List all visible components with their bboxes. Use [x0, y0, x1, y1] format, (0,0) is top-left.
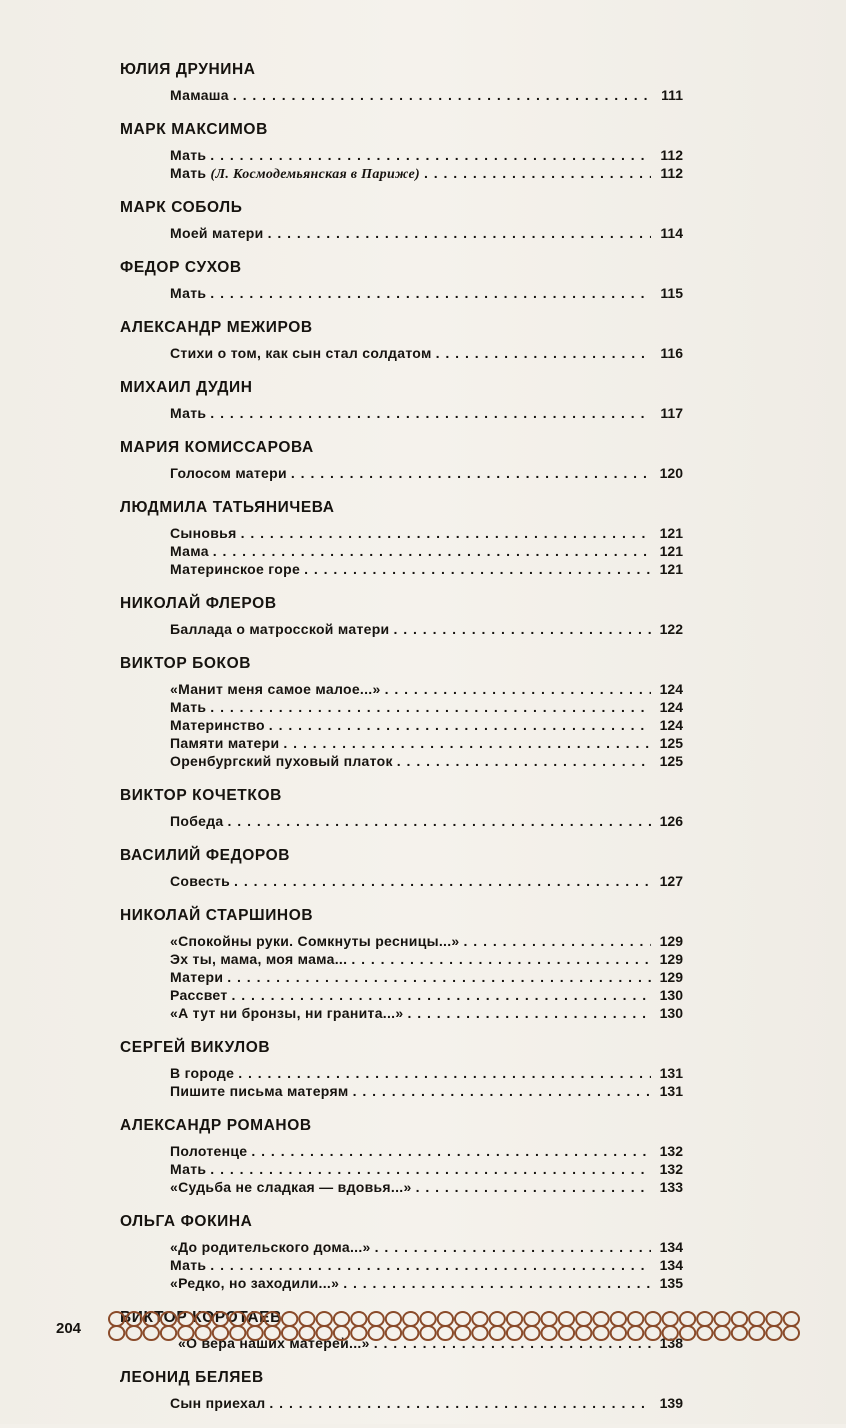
- entry-title: [170, 1394, 265, 1412]
- ornament-loop: [524, 1312, 539, 1326]
- entry-title-text: Баллада о матросской матери: [170, 621, 390, 637]
- ornament-loop: [299, 1326, 314, 1340]
- ornament-loop: [628, 1326, 643, 1340]
- ornament-loop: [749, 1326, 764, 1340]
- dot-leader: [241, 524, 651, 542]
- ornament-loop: [472, 1312, 487, 1326]
- author-block: [120, 120, 683, 198]
- entry-title: [170, 872, 230, 890]
- entry-title-text: Полотенце: [170, 1143, 248, 1159]
- dot-leader: [291, 464, 651, 482]
- entry-page-number: 130: [659, 987, 683, 1003]
- entry-title-text: Победа: [170, 813, 224, 829]
- author-block: [120, 198, 683, 258]
- ornament-loop: [680, 1312, 695, 1326]
- entry-title-text: Мать: [170, 147, 207, 163]
- toc-entry[interactable]: [170, 620, 683, 638]
- toc-entry[interactable]: [170, 404, 683, 422]
- entry-title: [170, 680, 381, 698]
- ornament-loop: [317, 1312, 332, 1326]
- toc-entry[interactable]: [170, 698, 683, 716]
- ornament-loop: [109, 1326, 124, 1340]
- ornament-loop: [351, 1312, 366, 1326]
- entry-page-number: 131: [659, 1065, 683, 1081]
- ornament-loop: [247, 1312, 262, 1326]
- entry-title: [170, 524, 237, 542]
- entry-page-number: 129: [659, 969, 683, 985]
- entry-title-text: «Редко, но заходили...»: [170, 1275, 340, 1291]
- ornament-loop: [611, 1326, 626, 1340]
- ornament-loop: [611, 1312, 626, 1326]
- author-block: [120, 258, 683, 318]
- author-name: ВИКТОР КОРОТАЕВ: [120, 1309, 282, 1326]
- entry-title: [170, 1082, 349, 1100]
- author-name: АЛЕКСАНДР МЕЖИРОВ: [120, 319, 313, 336]
- entry-page-number: 112: [660, 147, 683, 163]
- toc-entry[interactable]: [170, 1064, 683, 1082]
- entry-title-text: «Спокойны руки. Сомкнуты ресницы...»: [170, 933, 460, 949]
- entry-page-number: 117: [660, 405, 683, 421]
- dot-leader: [210, 698, 651, 716]
- author-name: ОЛЬГА ФОКИНА: [120, 1213, 253, 1230]
- entry-title-text: Сыновья: [170, 525, 237, 541]
- author-name: ЛЕОНИД БЕЛЯЕВ: [120, 1369, 264, 1386]
- ornament-loop: [697, 1326, 712, 1340]
- ornament-loop: [576, 1326, 591, 1340]
- toc-entry[interactable]: [170, 1238, 683, 1256]
- author-name: НИКОЛАЙ СТАРШИНОВ: [120, 907, 314, 924]
- toc-entry[interactable]: [170, 950, 683, 968]
- ornament-loop: [766, 1312, 781, 1326]
- ornament-loop: [144, 1312, 159, 1326]
- author-name: ВИКТОР КОЧЕТКОВ: [120, 787, 282, 804]
- entry-title-text: «До родительского дома...»: [170, 1239, 371, 1255]
- entry-title-text: Мать: [170, 1161, 207, 1177]
- ornament-loop: [732, 1326, 747, 1340]
- entry-title-text: Материнское горе: [170, 561, 301, 577]
- entry-title: [170, 968, 223, 986]
- toc-entry[interactable]: [170, 968, 683, 986]
- ornament-loop: [593, 1312, 608, 1326]
- toc-entry[interactable]: [170, 734, 683, 752]
- author-name: СЕРГЕЙ ВИКУЛОВ: [120, 1039, 271, 1056]
- author-name: ЮЛИЯ ДРУНИНА: [120, 61, 256, 78]
- entry-title-text: Совесть: [170, 873, 231, 889]
- dot-leader: [234, 872, 651, 890]
- toc-entry[interactable]: [170, 1160, 683, 1178]
- ornament-loop: [196, 1326, 211, 1340]
- entry-title-text: «Манит меня самое малое...»: [170, 681, 381, 697]
- ornament-loop: [645, 1326, 660, 1340]
- author-block: [120, 1212, 683, 1308]
- entry-title-text: Материнство: [170, 717, 265, 733]
- dot-leader: [210, 1256, 651, 1274]
- ornament-loop: [265, 1326, 280, 1340]
- toc-entry[interactable]: [170, 344, 683, 362]
- entry-title: [170, 1004, 403, 1022]
- dot-leader: [464, 932, 651, 950]
- entry-title-text: Стихи о том, как сын стал солдатом: [170, 345, 432, 361]
- ornament-loop: [161, 1312, 176, 1326]
- ornament-loop: [559, 1312, 574, 1326]
- ornament-loop: [247, 1326, 262, 1340]
- ornament-loop: [732, 1312, 747, 1326]
- entry-title-text: В городе: [170, 1065, 235, 1081]
- toc-entry[interactable]: [170, 542, 683, 560]
- dot-leader: [393, 620, 651, 638]
- ornament-loop: [144, 1326, 159, 1340]
- entry-page-number: 114: [660, 225, 683, 241]
- ornament-loop: [178, 1312, 193, 1326]
- entry-title-text: Эх ты, мама, моя мама...: [170, 951, 348, 967]
- entry-page-number: 129: [659, 933, 683, 949]
- dot-leader: [251, 1142, 651, 1160]
- ornament-loop: [490, 1312, 505, 1326]
- author-block: [120, 438, 683, 498]
- toc-entry[interactable]: [170, 1142, 683, 1160]
- ornament-loop: [663, 1326, 678, 1340]
- ornament-loop: [490, 1326, 505, 1340]
- ornament-loop: [542, 1326, 557, 1340]
- entry-title: [170, 1238, 371, 1256]
- ornament-loop: [386, 1312, 401, 1326]
- entry-title: [170, 284, 206, 302]
- toc-entry[interactable]: [170, 872, 683, 890]
- author-block: [120, 906, 683, 1038]
- ornament-loop: [369, 1326, 384, 1340]
- toc-entry[interactable]: [170, 1082, 683, 1100]
- dot-leader: [213, 542, 651, 560]
- ornament-loop: [386, 1326, 401, 1340]
- ornament-loop: [507, 1312, 522, 1326]
- ornament-loop: [593, 1326, 608, 1340]
- page-number: 204: [56, 1320, 82, 1337]
- author-name: АЛЕКСАНДР РОМАНОВ: [120, 1117, 312, 1134]
- toc-entry[interactable]: [170, 1178, 683, 1196]
- entry-title-text: «О вера наших матерей...»: [178, 1335, 370, 1351]
- dot-leader: [233, 86, 651, 104]
- entry-page-number: 132: [659, 1143, 683, 1159]
- entry-page-number: 120: [659, 465, 683, 481]
- ornament-loop: [455, 1326, 470, 1340]
- ornament-loop: [334, 1312, 349, 1326]
- dot-leader: [397, 752, 651, 770]
- author-block: [120, 318, 683, 378]
- dot-leader: [238, 1064, 651, 1082]
- entry-page-number: 125: [659, 753, 683, 769]
- ornament-loop: [213, 1312, 228, 1326]
- entry-page-number: 138: [659, 1335, 683, 1351]
- toc-entry[interactable]: [170, 1394, 683, 1412]
- entry-page-number: 121: [659, 525, 683, 541]
- decorative-ornament-border: [108, 1308, 801, 1344]
- toc-entry[interactable]: [170, 752, 683, 770]
- author-block: [120, 60, 683, 120]
- entry-page-number: 134: [659, 1239, 683, 1255]
- ornament-loop: [749, 1312, 764, 1326]
- ornament-loop: [420, 1312, 435, 1326]
- entry-title: [170, 1142, 247, 1160]
- ornament-loop: [524, 1326, 539, 1340]
- entry-title: [170, 1160, 206, 1178]
- dot-leader: [268, 224, 651, 242]
- dot-leader: [385, 680, 651, 698]
- dot-leader: [351, 950, 651, 968]
- entry-title-text: «А тут ни бронзы, ни гранита...»: [170, 1005, 404, 1021]
- dot-leader: [424, 164, 651, 182]
- ornament-loop: [472, 1326, 487, 1340]
- ornament-loop: [403, 1312, 418, 1326]
- ornament-loop: [420, 1326, 435, 1340]
- entry-page-number: 125: [659, 735, 683, 751]
- ornament-loop: [507, 1326, 522, 1340]
- dot-leader: [227, 968, 651, 986]
- author-block: [120, 498, 683, 594]
- ornament-loop: [628, 1312, 643, 1326]
- entry-title: [170, 1178, 412, 1196]
- entry-title: [170, 404, 206, 422]
- toc-entry[interactable]: [170, 284, 683, 302]
- entry-title: [170, 734, 279, 752]
- dot-leader: [269, 716, 651, 734]
- entry-title: [170, 1256, 206, 1274]
- entry-title-text: «Судьба не сладкая — вдовья...»: [170, 1179, 412, 1195]
- author-block: [120, 1038, 683, 1116]
- toc-entry[interactable]: [170, 716, 683, 734]
- dot-leader: [353, 1082, 651, 1100]
- entry-title: [170, 620, 389, 638]
- author-name: МАРК СОБОЛЬ: [120, 199, 243, 216]
- ornament-loop: [438, 1326, 453, 1340]
- dot-leader: [232, 986, 652, 1004]
- author-block: [120, 378, 683, 438]
- table-of-contents: [120, 60, 683, 1428]
- author-name: ФЕДОР СУХОВ: [120, 259, 242, 276]
- ornament-loop: [299, 1312, 314, 1326]
- dot-leader: [269, 1394, 651, 1412]
- toc-entry[interactable]: [170, 524, 683, 542]
- toc-entry[interactable]: [170, 680, 683, 698]
- ornament-loop: [230, 1326, 245, 1340]
- ornament-loop: [213, 1326, 228, 1340]
- entry-title-text: Рассвет: [170, 987, 228, 1003]
- entry-page-number: 130: [659, 1005, 683, 1021]
- author-block: [120, 1368, 683, 1428]
- entry-title-text: Пишите письма матерям: [170, 1083, 349, 1099]
- entry-page-number: 112: [660, 165, 683, 181]
- entry-page-number: 139: [659, 1395, 683, 1411]
- dot-leader: [375, 1238, 651, 1256]
- entry-title-text: Мать: [170, 165, 207, 181]
- entry-title: [170, 986, 228, 1004]
- entry-page-number: 121: [659, 561, 683, 577]
- ornament-loop: [265, 1312, 280, 1326]
- ornament-loop: [403, 1326, 418, 1340]
- toc-entry[interactable]: [170, 1004, 683, 1022]
- ornament-loop: [196, 1312, 211, 1326]
- author-name: МИХАИЛ ДУДИН: [120, 379, 253, 396]
- ornament-loop: [161, 1326, 176, 1340]
- entry-title-text: Мать: [170, 285, 207, 301]
- entry-title-text: Мамаша: [170, 87, 229, 103]
- entry-page-number: 124: [659, 699, 683, 715]
- dot-leader: [343, 1274, 651, 1292]
- ornament-loop: [369, 1312, 384, 1326]
- ornament-loop: [126, 1312, 141, 1326]
- ornament-loop: [697, 1312, 712, 1326]
- dot-leader: [210, 1160, 651, 1178]
- entry-title: [170, 146, 206, 164]
- entry-page-number: 132: [659, 1161, 683, 1177]
- ornament-loop: [438, 1312, 453, 1326]
- entry-title: [170, 560, 300, 578]
- ornament-loop: [178, 1326, 193, 1340]
- entry-title: [170, 1064, 234, 1082]
- dot-leader: [228, 812, 651, 830]
- entry-page-number: 122: [659, 621, 683, 637]
- entry-title: [170, 716, 265, 734]
- author-block: [120, 846, 683, 906]
- ornament-loop: [317, 1326, 332, 1340]
- toc-entry[interactable]: [170, 224, 683, 242]
- entry-title: [170, 164, 420, 184]
- entry-title: [170, 344, 432, 362]
- author-name: НИКОЛАЙ ФЛЕРОВ: [120, 595, 277, 612]
- ornament-loop: [282, 1312, 297, 1326]
- author-name: ЛЮДМИЛА ТАТЬЯНИЧЕВА: [120, 499, 335, 516]
- toc-entry[interactable]: [170, 932, 683, 950]
- entry-page-number: 133: [659, 1179, 683, 1195]
- entry-title-text: Мама: [170, 543, 209, 559]
- entry-page-number: 124: [659, 681, 683, 697]
- ornament-loop: [109, 1312, 124, 1326]
- entry-page-number: 131: [659, 1083, 683, 1099]
- ornament-loop: [715, 1326, 730, 1340]
- entry-page-number: 111: [661, 87, 683, 103]
- toc-entry[interactable]: [170, 86, 683, 104]
- ornament-loop: [715, 1312, 730, 1326]
- entry-title-text: Мать: [170, 1257, 207, 1273]
- ornament-loop: [542, 1312, 557, 1326]
- page-footer: [0, 1306, 846, 1346]
- entry-title: [170, 812, 224, 830]
- toc-entry[interactable]: [170, 560, 683, 578]
- dot-leader: [436, 344, 651, 362]
- dot-leader: [304, 560, 651, 578]
- ornament-loop: [230, 1312, 245, 1326]
- entry-title-text: Мать: [170, 699, 207, 715]
- dot-leader: [210, 146, 651, 164]
- entry-page-number: 116: [660, 345, 683, 361]
- entry-title: [170, 752, 393, 770]
- toc-entry[interactable]: [170, 1274, 683, 1292]
- dot-leader: [210, 284, 651, 302]
- entry-title-text: Памяти матери: [170, 735, 280, 751]
- author-name: ВАСИЛИЙ ФЕДОРОВ: [120, 847, 291, 864]
- entry-title-text: Сын приехал: [170, 1395, 266, 1411]
- entry-title: [170, 932, 460, 950]
- ornament-loop: [663, 1312, 678, 1326]
- ornament-loop: [126, 1326, 141, 1340]
- entry-title: [170, 86, 229, 104]
- ornament-loop: [282, 1326, 297, 1340]
- entry-title: [170, 224, 264, 242]
- author-block: [120, 786, 683, 846]
- toc-entry[interactable]: [170, 812, 683, 830]
- entry-title-text: Оренбургский пуховый платок: [170, 753, 393, 769]
- entry-title: [170, 1274, 339, 1292]
- entry-page-number: 126: [659, 813, 683, 829]
- toc-entry[interactable]: [170, 146, 683, 164]
- ornament-loop: [351, 1326, 366, 1340]
- toc-entry[interactable]: [170, 1256, 683, 1274]
- entry-page-number: 134: [659, 1257, 683, 1273]
- ornament-loop: [784, 1312, 799, 1326]
- author-block: [120, 1116, 683, 1212]
- ornament-loop: [784, 1326, 799, 1340]
- dot-leader: [407, 1004, 651, 1022]
- ornament-loop: [766, 1326, 781, 1340]
- entry-page-number: 115: [660, 285, 683, 301]
- dot-leader: [416, 1178, 651, 1196]
- entry-title-text: Голосом матери: [170, 465, 287, 481]
- toc-entry[interactable]: [170, 164, 683, 182]
- dot-leader: [210, 404, 651, 422]
- ornament-loop: [559, 1326, 574, 1340]
- entry-title: [170, 698, 206, 716]
- entry-title: [170, 542, 209, 560]
- author-name: МАРИЯ КОМИССАРОВА: [120, 439, 314, 456]
- ornament-loop: [645, 1312, 660, 1326]
- ornament-loop: [576, 1312, 591, 1326]
- toc-entry[interactable]: [170, 986, 683, 1004]
- entry-note: (Л. Космодемьянская в Париже): [210, 167, 420, 182]
- entry-page-number: 135: [659, 1275, 683, 1291]
- ornament-loop: [334, 1326, 349, 1340]
- entry-title-text: Матери: [170, 969, 224, 985]
- author-block: [120, 594, 683, 654]
- ornament-loop: [680, 1326, 695, 1340]
- author-block: [120, 654, 683, 786]
- entry-page-number: 127: [659, 873, 683, 889]
- entry-title: [170, 464, 287, 482]
- entry-title-text: Мать: [170, 405, 207, 421]
- entry-page-number: 121: [659, 543, 683, 559]
- entry-page-number: 129: [659, 951, 683, 967]
- author-name: ВИКТОР БОКОВ: [120, 655, 252, 672]
- entry-title: [170, 950, 347, 968]
- ornament-loop: [455, 1312, 470, 1326]
- author-name: МАРК МАКСИМОВ: [120, 121, 268, 138]
- entry-page-number: 124: [659, 717, 683, 733]
- toc-entry[interactable]: [170, 464, 683, 482]
- dot-leader: [283, 734, 651, 752]
- entry-title-text: Моей матери: [170, 225, 264, 241]
